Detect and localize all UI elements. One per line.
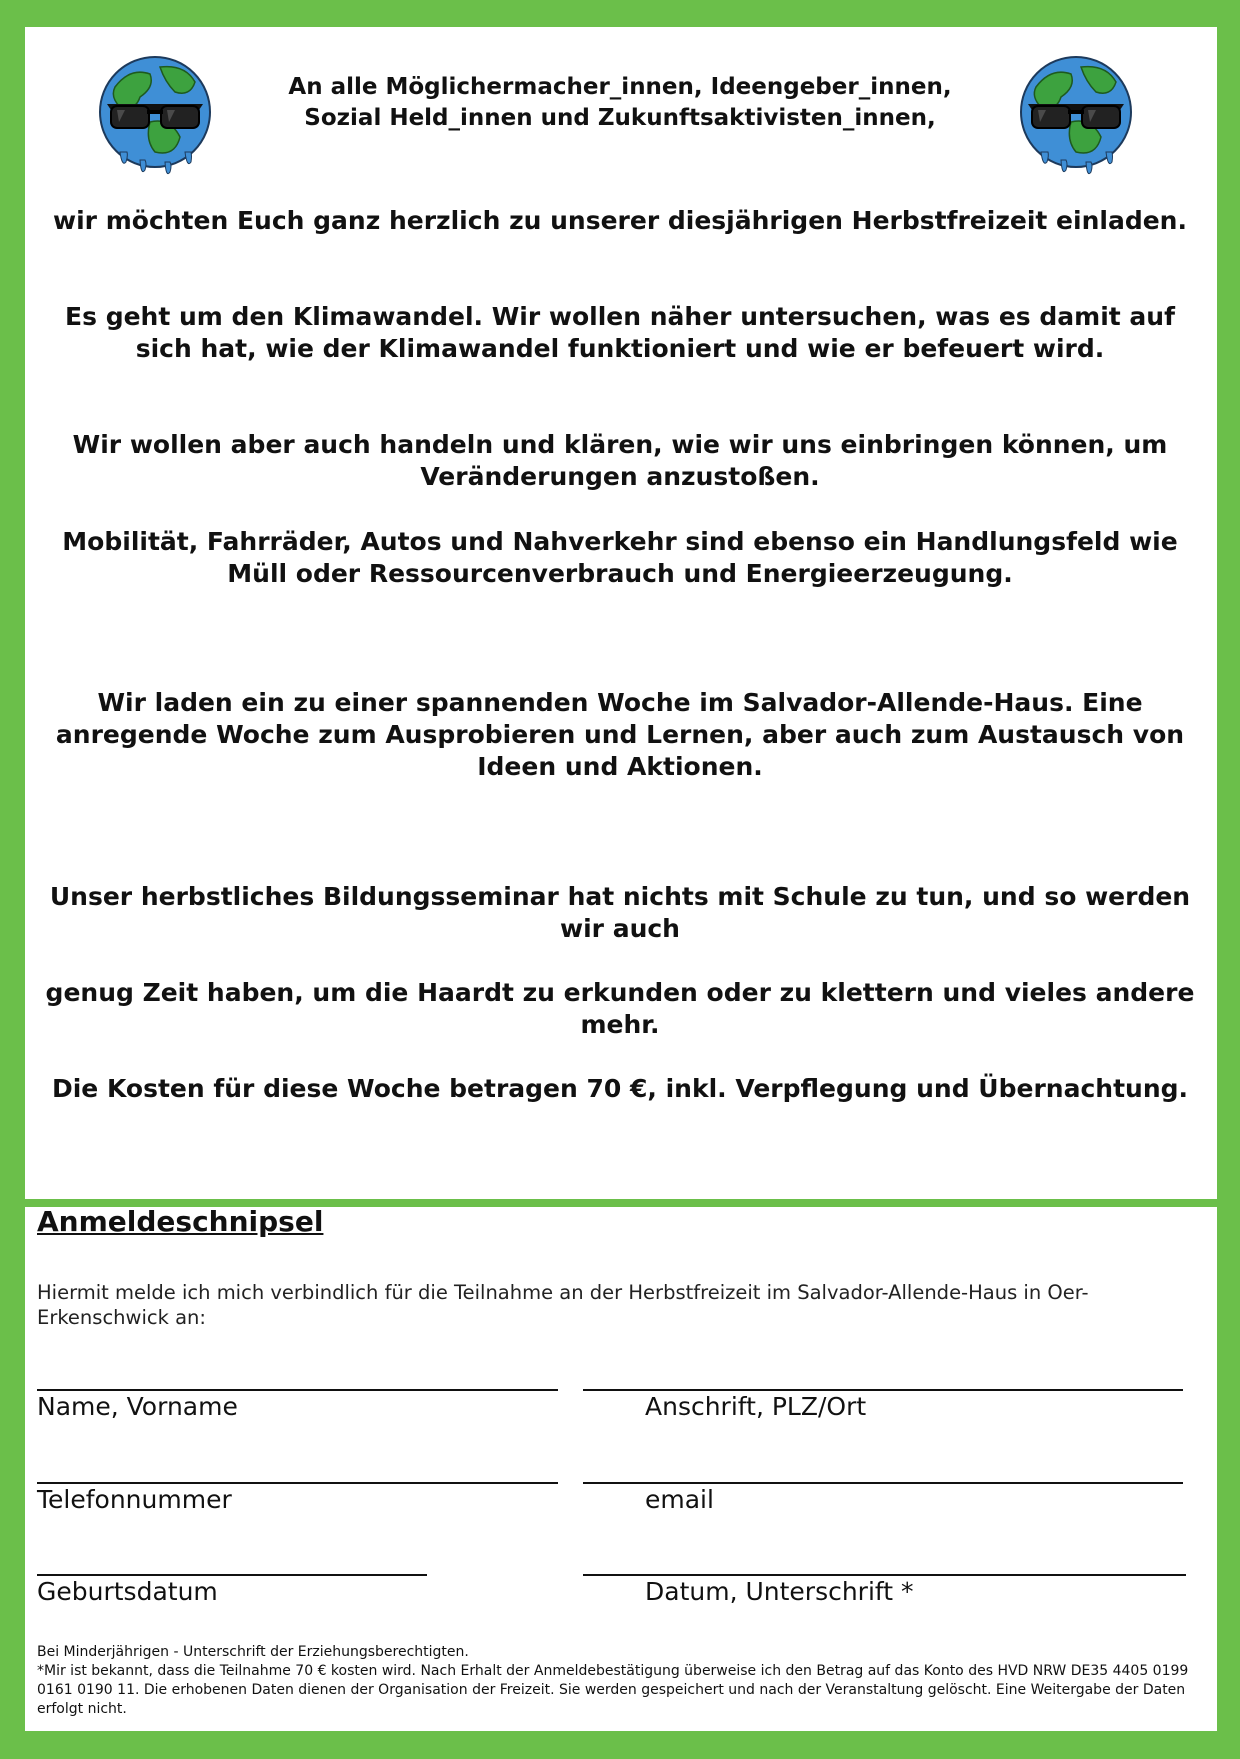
birthdate-field[interactable]	[37, 1574, 427, 1576]
phone-field[interactable]	[37, 1482, 558, 1484]
paragraph-week: Wir laden ein zu einer spannenden Woche im Salvador-Allende-Haus. Eine anregende Woche zum Ausprobieren und Lernen, aber auch zum Austausch von Ideen und Aktionen.	[55, 688, 1185, 781]
paragraph-climate: Es geht um den Klimawandel. Wir wollen näher untersuchen, was es damit auf sich hat, wie der Klimawandel funktioniert und wie er befeuert wird.	[65, 302, 1175, 363]
form-title: Anmeldeschnipsel	[37, 1205, 324, 1238]
paragraph-action: Wir wollen aber auch handeln und klären, wie wir uns einbringen können, um Veränderungen anzustoßen.	[72, 430, 1168, 491]
form-footnote	[37, 1643, 1207, 1719]
birthdate-label: Geburtsdatum	[37, 1577, 218, 1606]
date-signature-label: Datum, Unterschrift *	[645, 1577, 914, 1606]
date-signature-field[interactable]	[583, 1574, 1186, 1576]
name-field[interactable]	[37, 1389, 558, 1391]
email-label: email	[645, 1485, 714, 1514]
greeting-heading	[190, 72, 1050, 134]
address-field[interactable]	[583, 1389, 1183, 1391]
form-intro: Hiermit melde ich mich verbindlich für die Teilnahme an der Herbstfreizeit im Salvador-Allende-Haus in Oer-Erkenschwick an:	[37, 1281, 1089, 1329]
address-label: Anschrift, PLZ/Ort	[645, 1392, 867, 1421]
footnote-minors: Bei Minderjährigen - Unterschrift der Erziehungsberechtigten.	[37, 1644, 469, 1660]
greeting-line-2: Sozial Held_innen und Zukunftsaktivisten_innen,	[304, 105, 936, 131]
email-field[interactable]	[583, 1482, 1183, 1484]
paragraph-costs: Die Kosten für diese Woche betragen 70 €, inkl. Verpflegung und Übernachtung.	[51, 1074, 1189, 1103]
phone-label: Telefonnummer	[37, 1485, 232, 1514]
greeting-line-1: An alle Möglichermacher_innen, Ideengeber_innen,	[288, 74, 952, 100]
paragraph-free-time: genug Zeit haben, um die Haardt zu erkunden oder zu klettern und vieles andere mehr.	[45, 978, 1195, 1039]
name-label: Name, Vorname	[37, 1392, 238, 1421]
paragraph-invitation: wir möchten Euch ganz herzlich zu unserer diesjährigen Herbstfreizeit einladen.	[53, 206, 1187, 235]
paragraph-seminar: Unser herbstliches Bildungsseminar hat nichts mit Schule zu tun, und so werden wir auch	[49, 882, 1191, 943]
footnote-payment-privacy: *Mir ist bekannt, dass die Teilnahme 70 € kosten wird. Nach Erhalt der Anmeldebestätigung überweise ich den Betrag auf das Konto des HVD NRW DE35 4405 0199 0161 0190 11. Die erhobenen Daten dienen der Organisation der Freizeit. Sie werden gespeichert und nach der Veranstaltung gelöscht. Eine Weitergabe der Daten erfolgt nicht.	[37, 1663, 1189, 1717]
paragraph-mobility: Mobilität, Fahrräder, Autos und Nahverkehr sind ebenso ein Handlungsfeld wie Müll oder Ressourcenverbrauch und Energieerzeugung.	[62, 527, 1178, 588]
